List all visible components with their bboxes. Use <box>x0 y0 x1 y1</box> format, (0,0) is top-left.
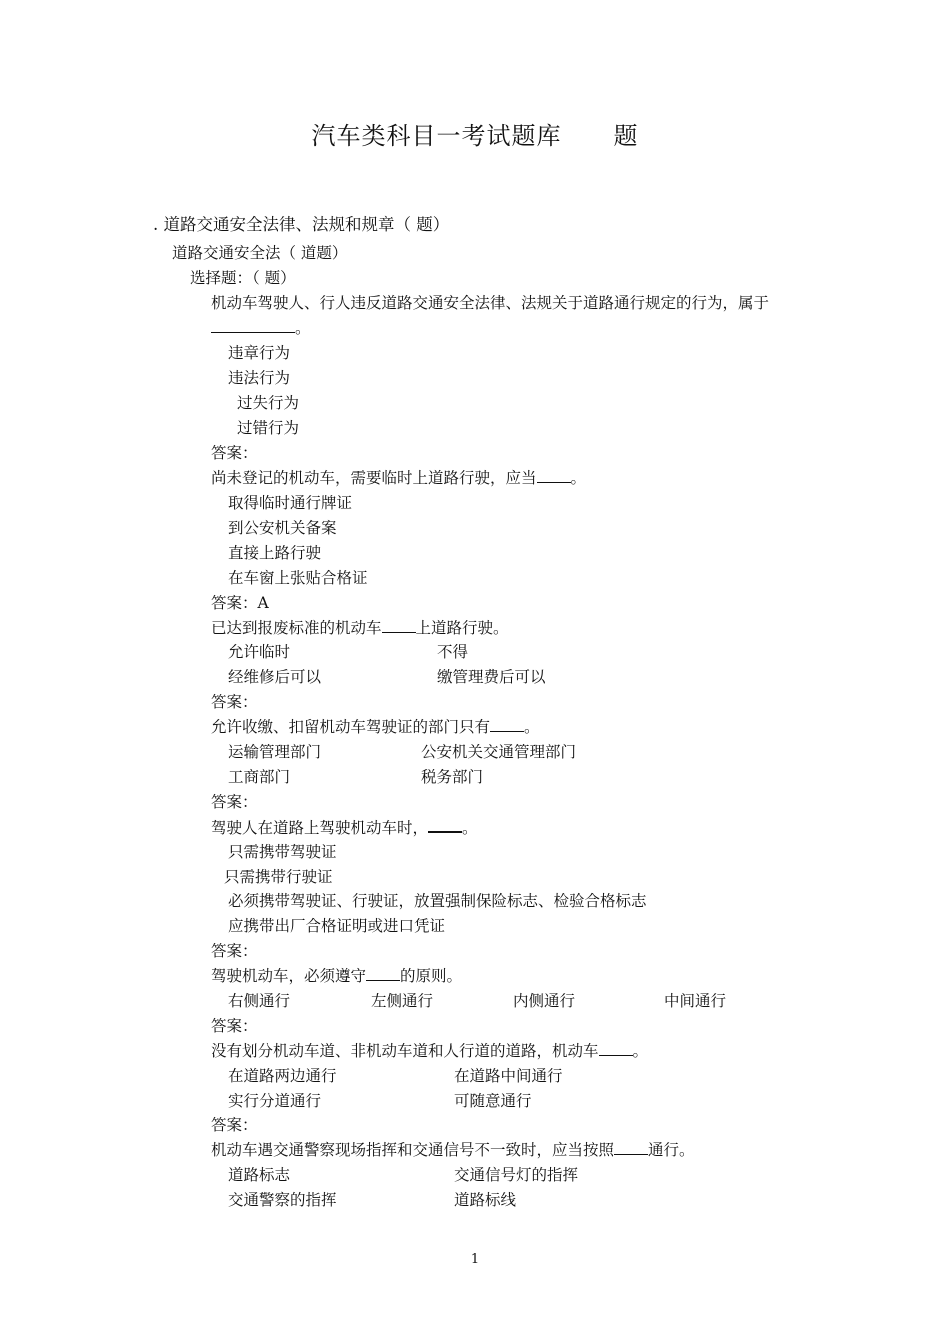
question-2-text: 尚未登记的机动车，需要临时上道路行驶，应当 。 <box>211 469 587 487</box>
answer-blank <box>366 966 400 981</box>
option: 允许临时 <box>228 643 291 661</box>
option: 在车窗上张贴合格证 <box>228 569 368 587</box>
section-heading: . 道路交通安全法律、法规和规章（ 题） <box>153 215 450 234</box>
option: 中间通行 <box>664 992 727 1010</box>
option: 必须携带驾驶证、行驶证，放置强制保险标志、检验合格标志 <box>228 892 647 910</box>
answer-blank <box>428 817 462 833</box>
option: 违章行为 <box>228 344 291 362</box>
answer-blank <box>599 1041 633 1056</box>
option: 在道路中间通行 <box>454 1067 563 1085</box>
option: 道路标线 <box>454 1191 517 1209</box>
answer-label: 答案： <box>211 793 258 811</box>
answer-label: 答案： <box>211 1017 258 1035</box>
question-3-text: 已达到报废标准的机动车 上道路行驶。 <box>211 619 509 637</box>
option: 左侧通行 <box>371 992 434 1010</box>
answer-blank <box>537 468 571 483</box>
option: 到公安机关备案 <box>228 519 337 537</box>
title-main: 汽车类科目一考试题库 <box>311 122 562 150</box>
question-6-text: 驾驶机动车，必须遵守 的原则。 <box>211 967 463 985</box>
option: 违法行为 <box>228 369 291 387</box>
answer-label: 答案： <box>211 942 258 960</box>
question-7-text: 没有划分机动车道、非机动车道和人行道的道路，机动车 。 <box>211 1042 649 1060</box>
question-8-text: 机动车遇交通警察现场指挥和交通信号不一致时，应当按照 通行。 <box>211 1141 695 1159</box>
subsection-heading: 道路交通安全法（ 道题） <box>172 244 348 262</box>
question-4-text: 允许收缴、扣留机动车驾驶证的部门只有 。 <box>211 718 540 736</box>
option: 只需携带行驶证 <box>224 868 333 886</box>
option: 取得临时通行牌证 <box>228 494 353 512</box>
option: 公安机关交通管理部门 <box>421 743 577 761</box>
question-1-text: 机动车驾驶人、行人违反道路交通安全法律、法规关于道路通行规定的行为，属于 <box>211 294 770 312</box>
answer-label: 答案：A <box>211 594 269 612</box>
answer-blank <box>614 1140 648 1155</box>
option: 经维修后可以 <box>228 668 322 686</box>
option: 应携带出厂合格证明或进口凭证 <box>228 917 446 935</box>
question-5-text: 驾驶人在道路上驾驶机动车时， 。 <box>211 819 478 837</box>
answer-label: 答案： <box>211 1116 258 1134</box>
question-1-line2: 。 <box>211 318 311 338</box>
option: 交通信号灯的指挥 <box>454 1166 579 1184</box>
answer-blank <box>382 618 416 633</box>
page-title <box>0 116 950 151</box>
answer-label: 答案： <box>211 693 258 711</box>
answer-blank <box>211 318 295 333</box>
option: 税务部门 <box>421 768 484 786</box>
option: 在道路两边通行 <box>228 1067 337 1085</box>
page-number: 1 <box>470 1252 480 1267</box>
answer-blank <box>490 717 524 732</box>
option: 工商部门 <box>228 768 291 786</box>
option: 可随意通行 <box>454 1092 532 1110</box>
option: 过失行为 <box>237 394 300 412</box>
option: 实行分道通行 <box>228 1092 322 1110</box>
option: 过错行为 <box>237 419 300 437</box>
title-suffix: 题 <box>613 122 639 150</box>
option: 直接上路行驶 <box>228 544 322 562</box>
option: 缴管理费后可以 <box>437 668 546 686</box>
option: 内侧通行 <box>513 992 576 1010</box>
option: 右侧通行 <box>228 992 291 1010</box>
option: 运输管理部门 <box>228 743 322 761</box>
option: 道路标志 <box>228 1166 291 1184</box>
option: 交通警察的指挥 <box>228 1191 337 1209</box>
choice-heading: 选择题：（ 题） <box>190 269 296 287</box>
answer-label: 答案： <box>211 444 258 462</box>
option: 不得 <box>437 643 469 661</box>
option: 只需携带驾驶证 <box>228 843 337 861</box>
